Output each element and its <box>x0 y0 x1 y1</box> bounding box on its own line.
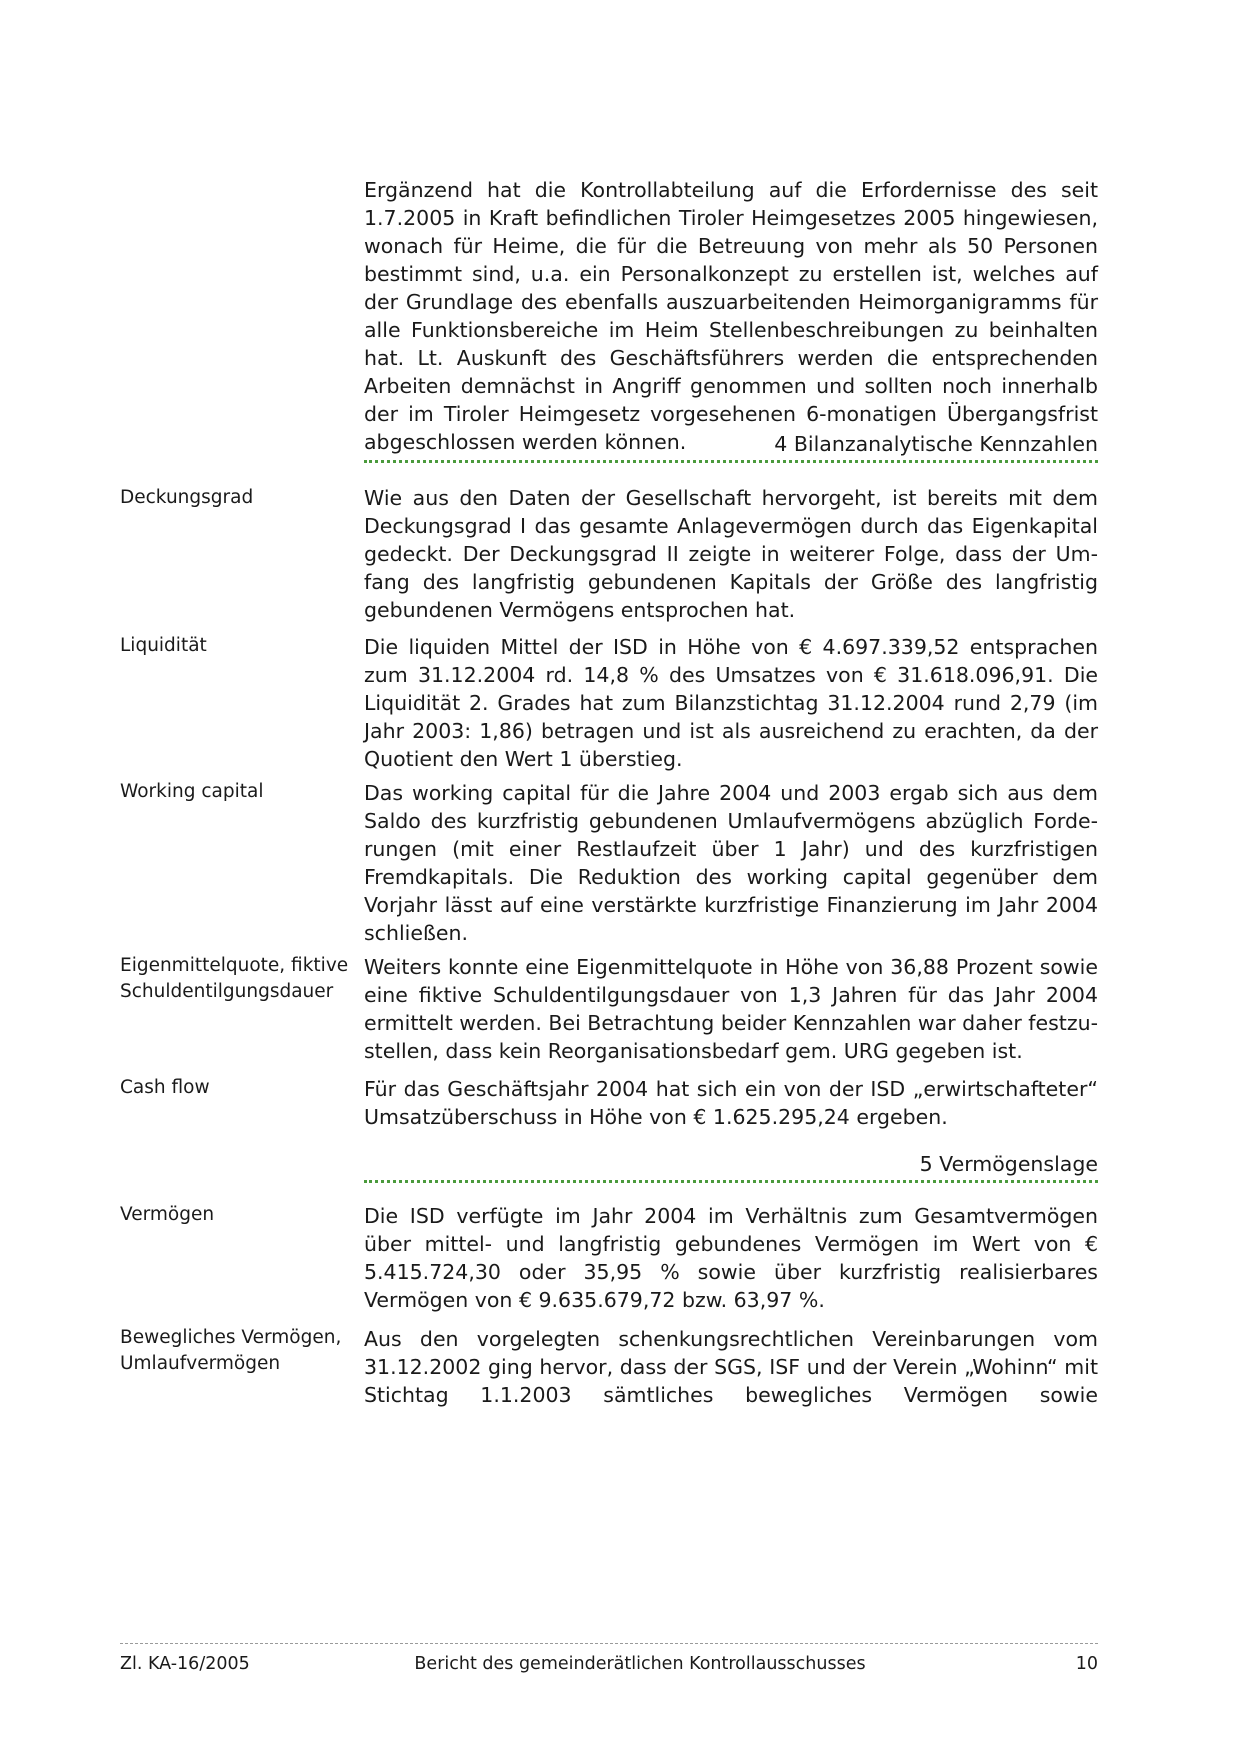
footer-title: Bericht des gemeinderätlichen Kontrollausschusses <box>414 1654 866 1674</box>
text-block-eigenmittelquote <box>364 953 1098 1065</box>
paragraph-working-capital: Das working capital für die Jahre 2004 und 2003 ergab sich aus dem Saldo des kurzfristig gebundenen Umlaufvermögens abzüglich Forderungen (mit einer Restlaufzeit über 1 Jahr) und des kurzfristigen Fremdkapitals. Die Reduktion des working capital gegenüber dem Vorjahr lässt auf eine verstärkte kurzfristige Finanzierung im Jahr 2004 schließen. <box>364 781 1098 945</box>
text-block-liquiditaet <box>364 633 1098 773</box>
footer-page-number: 10 <box>1075 1654 1098 1674</box>
text-block-vermoegen <box>364 1202 1098 1314</box>
section-5-heading: 5 Vermögenslage <box>919 1152 1098 1176</box>
text-block-working-capital <box>364 779 1098 947</box>
paragraph-liquiditaet: Die liquiden Mittel der ISD in Höhe von € 4.697.339,52 entsprachen zum 31.12.2004 rd. 14,8 % des Umsatzes von € 31.618.096,91. Die Liquidität 2. Grades hat zum Bilanzstichtag 31.12.2004 rund 2,79 (im Jahr 2003: 1,86) betragen und ist als ausreichend zu erachten, da der Quotient den Wert 1 überstieg. <box>364 635 1098 771</box>
footer-rule <box>120 1643 1098 1644</box>
margin-label-vermoegen: Vermögen <box>120 1204 215 1225</box>
section-4-rule <box>364 460 1098 463</box>
intro-block <box>364 176 1098 456</box>
paragraph-bewegliches-vermoegen: Aus den vorgelegten schenkungsrechtlichen Vereinbarungen vom 31.12.2002 ging hervor, dass der SGS, ISF und der Verein „Wohinn“ mit Stichtag 1.1.2003 sämtliches bewegliches Vermögen sowie <box>364 1327 1098 1407</box>
paragraph-eigenmittelquote: Weiters konnte eine Eigenmittelquote in Höhe von 36,88 Prozent sowie eine fiktive Schuldentilgungsdauer von 1,3 Jahren für das Jahr 2004 ermittelt werden. Bei Betrachtung beider Kennzahlen war daher festzustellen, dass kein Reorganisationsbedarf gem. URG gegeben ist. <box>364 955 1098 1063</box>
margin-label-eigenmittelquote: Eigenmittelquote, fiktive Schuldentilgungsdauer <box>120 955 349 1002</box>
section-5-rule <box>364 1180 1098 1183</box>
footer-reference: Zl. KA-16/2005 <box>120 1654 250 1674</box>
text-block-bewegliches-vermoegen <box>364 1325 1098 1409</box>
text-block-cash-flow <box>364 1075 1098 1131</box>
margin-label-bewegliches-vermoegen: Bewegliches Vermögen, Umlaufvermögen <box>120 1327 342 1374</box>
paragraph-vermoegen: Die ISD verfügte im Jahr 2004 im Verhältnis zum Gesamtvermögen über mittel- und langfristig gebundenes Vermögen im Wert von € 5.415.724,30 oder 35,95 % sowie über kurzfristig realisierbares Vermögen von € 9.635.679,72 bzw. 63,97 %. <box>364 1204 1098 1312</box>
paragraph-deckungsgrad: Wie aus den Daten der Gesellschaft hervorgeht, ist bereits mit dem Deckungsgrad I das gesamte Anlagevermögen durch das Eigenkapital gedeckt. Der Deckungsgrad II zeigte in weiterer Folge, dass der Umfang des langfristig gebundenen Kapitals der Größe des langfristig gebundenen Vermögens entsprochen hat. <box>364 486 1098 622</box>
section-4-heading: 4 Bilanzanalytische Kennzahlen <box>774 432 1098 456</box>
margin-label-cash-flow: Cash flow <box>120 1077 210 1098</box>
text-block-deckungsgrad <box>364 484 1098 624</box>
margin-label-liquiditaet: Liquidität <box>120 635 207 656</box>
margin-label-deckungsgrad: Deckungsgrad <box>120 487 254 508</box>
intro-paragraph: Ergänzend hat die Kontrollabteilung auf die Erfordernisse des seit 1.7.2005 in Kraft befindlichen Tiroler Heimgesetzes 2005 hingewiesen, wonach für Heime, die für die Betreuung von mehr als 50 Personen bestimmt sind, u.a. ein Personalkonzept zu erstellen ist, welches auf der Grundlage des ebenfalls auszuarbeitenden Heimorganigramms für alle Funktionsbereiche im Heim Stellenbeschreibungen zu beinhalten hat. Lt. Auskunft des Geschäftsführers werden die entsprechenden Arbeiten demnächst in Angriff genommen und sollten noch innerhalb der im Tiroler Heimgesetz vorgesehenen 6-monatigen Übergangsfrist abgeschlossen werden können. <box>364 178 1098 454</box>
margin-label-working-capital: Working capital <box>120 781 264 802</box>
paragraph-cash-flow: Für das Geschäftsjahr 2004 hat sich ein von der ISD „erwirtschafteter“ Umsatzüberschuss in Höhe von € 1.625.295,24 ergeben. <box>364 1077 1098 1129</box>
